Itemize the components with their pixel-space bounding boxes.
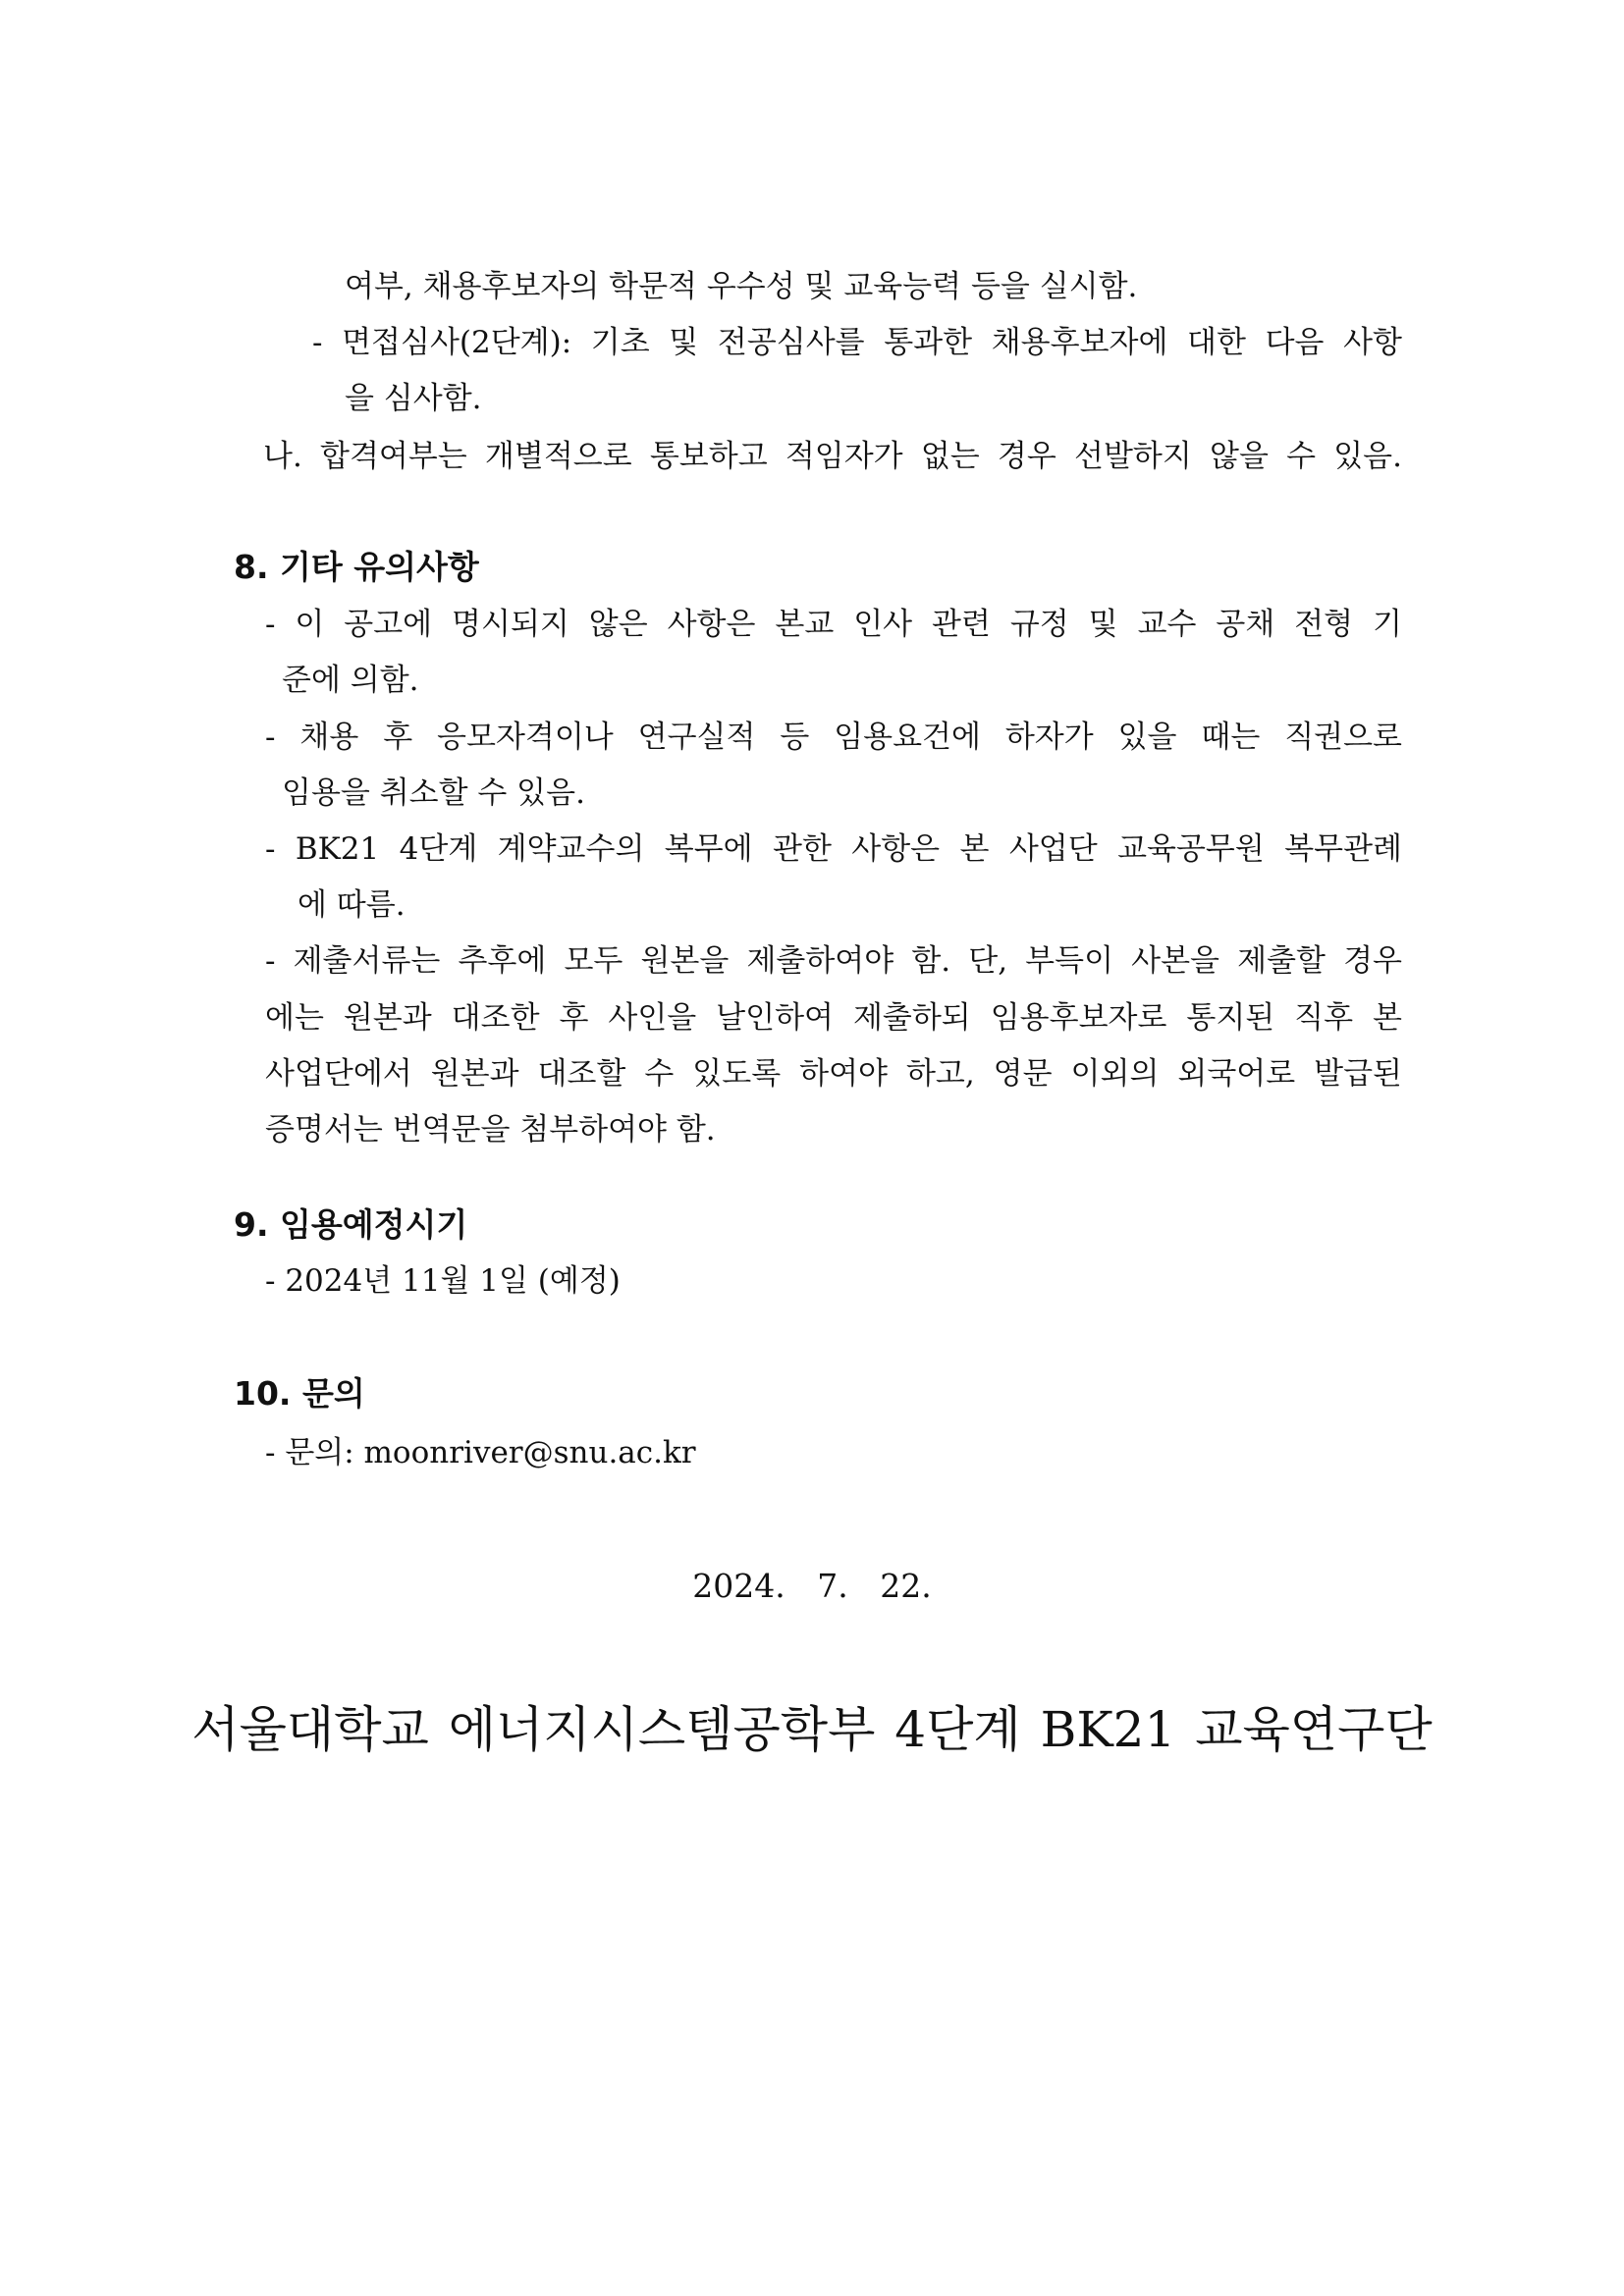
section-9-heading: 9. 임용예정시기 bbox=[234, 1205, 468, 1244]
notice-item-2: - 채용 후 응모자격이나 연구실적 등 임용요건에 하자가 있을 때는 직권으로 bbox=[265, 720, 1402, 755]
selection-text-line: 여부, 채용후보자의 학문적 우수성 및 교육능력 등을 실시함. bbox=[345, 269, 1138, 304]
notice-item-3: - BK21 4단계 계약교수의 복무에 관한 사항은 본 사업단 교육공무원 복무관례 bbox=[265, 831, 1402, 867]
section-10-heading: 10. 문의 bbox=[234, 1374, 365, 1413]
result-notice-line: 나. 합격여부는 개별적으로 통보하고 적임자가 없는 경우 선발하지 않을 수 있음. bbox=[263, 439, 1402, 474]
section-8-heading: 8. 기타 유의사항 bbox=[234, 548, 479, 586]
notice-item-4-cont: 증명서는 번역문을 첨부하여야 함. bbox=[265, 1112, 716, 1148]
notice-item-4-cont: 사업단에서 원본과 대조할 수 있도록 하여야 하고, 영문 이외의 외국어로 발급된 bbox=[265, 1056, 1402, 1092]
organization-name: 서울대학교 에너지시스템공학부 4단계 BK21 교육연구단 bbox=[191, 1701, 1433, 1758]
notice-item-4: - 제출서류는 추후에 모두 원본을 제출하여야 함. 단, 부득이 사본을 제출할 경우 bbox=[265, 943, 1402, 979]
interview-text-line-cont: 을 심사함. bbox=[345, 381, 482, 416]
document-date: 2024. 7. 22. bbox=[692, 1567, 932, 1605]
notice-item-1-cont: 준에 의함. bbox=[282, 663, 419, 698]
notice-item-4-cont: 에는 원본과 대조한 후 사인을 날인하여 제출하되 임용후보자로 통지된 직후 본 bbox=[265, 1000, 1402, 1036]
appointment-date-item: - 2024년 11월 1일 (예정) bbox=[265, 1263, 621, 1299]
interview-text-line: - 면접심사(2단계): 기초 및 전공심사를 통과한 채용후보자에 대한 다음 사항 bbox=[312, 325, 1402, 360]
notice-item-2-cont: 임용을 취소할 수 있음. bbox=[282, 775, 585, 811]
contact-item: - 문의: moonriver@snu.ac.kr bbox=[265, 1435, 696, 1470]
notice-item-1: - 이 공고에 명시되지 않은 사항은 본교 인사 관련 규정 및 교수 공채 전형 기 bbox=[265, 607, 1402, 642]
notice-item-3-cont: 에 따름. bbox=[298, 887, 406, 923]
